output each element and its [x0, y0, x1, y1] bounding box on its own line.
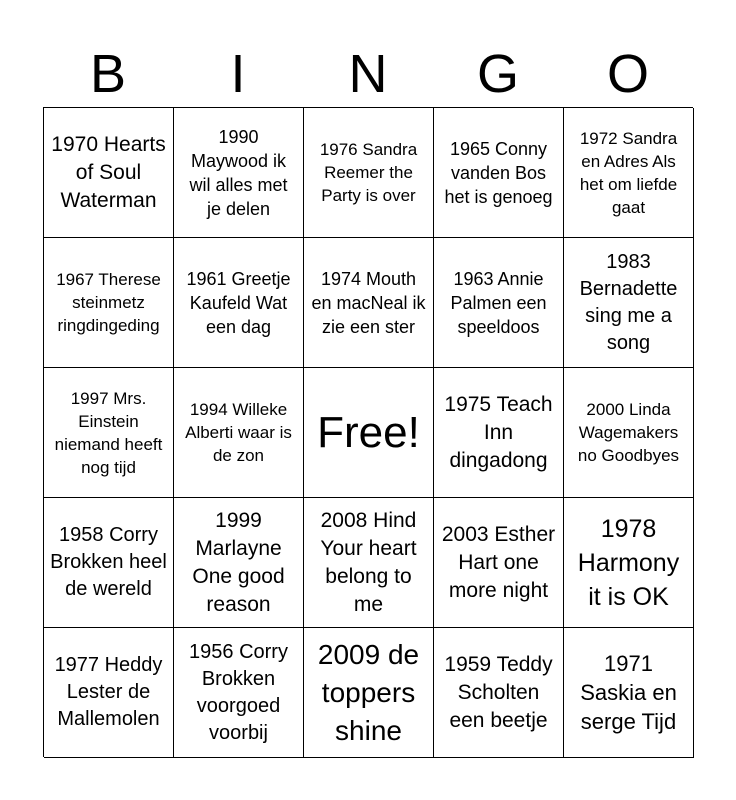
header-letter-o: O	[606, 44, 649, 104]
bingo-cell-r4-c4[interactable]: 2003 Esther Hart one more night	[434, 498, 564, 628]
bingo-cell-r1-c3[interactable]: 1976 Sandra Reemer the Party is over	[304, 108, 434, 238]
bingo-cell-r3-c4[interactable]: 1975 Teach Inn dingadong	[434, 368, 564, 498]
bingo-cell-r5-c3[interactable]: 2009 de toppers shine	[304, 628, 434, 758]
bingo-cell-r1-c2[interactable]: 1990 Maywood ik wil alles met je delen	[174, 108, 304, 238]
bingo-cell-r2-c3[interactable]: 1974 Mouth en macNeal ik zie een ster	[304, 238, 434, 368]
bingo-grid	[43, 107, 693, 757]
bingo-cell-r3-c1[interactable]: 1997 Mrs. Einstein niemand heeft nog tijd	[44, 368, 174, 498]
bingo-cell-r4-c2[interactable]: 1999 Marlayne One good reason	[174, 498, 304, 628]
header-letter-b: B	[89, 44, 127, 104]
bingo-cell-r4-c5[interactable]: 1978 Harmony it is OK	[564, 498, 694, 628]
bingo-header	[43, 40, 693, 108]
header-letter-i: I	[230, 44, 246, 104]
bingo-cell-r5-c2[interactable]: 1956 Corry Brokken voorgoed voorbij	[174, 628, 304, 758]
header-letter-n: N	[348, 44, 388, 104]
bingo-cell-r1-c1[interactable]: 1970 Hearts of Soul Waterman	[44, 108, 174, 238]
bingo-cell-r3-c5[interactable]: 2000 Linda Wagemakers no Goodbyes	[564, 368, 694, 498]
bingo-cell-r2-c2[interactable]: 1961 Greetje Kaufeld Wat een dag	[174, 238, 304, 368]
bingo-cell-r4-c3[interactable]: 2008 Hind Your heart belong to me	[304, 498, 434, 628]
bingo-cell-r5-c1[interactable]: 1977 Heddy Lester de Mallemolen	[44, 628, 174, 758]
header-letter-g: G	[476, 44, 519, 104]
bingo-cell-r5-c4[interactable]: 1959 Teddy Scholten een beetje	[434, 628, 564, 758]
bingo-cell-r2-c4[interactable]: 1963 Annie Palmen een speeldoos	[434, 238, 564, 368]
bingo-cell-r2-c1[interactable]: 1967 Therese steinmetz ringdingeding	[44, 238, 174, 368]
bingo-cell-r2-c5[interactable]: 1983 Bernadette sing me a song	[564, 238, 694, 368]
bingo-cell-free[interactable]: Free!	[304, 368, 434, 498]
bingo-cell-r5-c5[interactable]: 1971 Saskia en serge Tijd	[564, 628, 694, 758]
bingo-cell-r1-c5[interactable]: 1972 Sandra en Adres Als het om liefde gaat	[564, 108, 694, 238]
bingo-cell-r4-c1[interactable]: 1958 Corry Brokken heel de wereld	[44, 498, 174, 628]
bingo-cell-r3-c2[interactable]: 1994 Willeke Alberti waar is de zon	[174, 368, 304, 498]
bingo-cell-r1-c4[interactable]: 1965 Conny vanden Bos het is genoeg	[434, 108, 564, 238]
